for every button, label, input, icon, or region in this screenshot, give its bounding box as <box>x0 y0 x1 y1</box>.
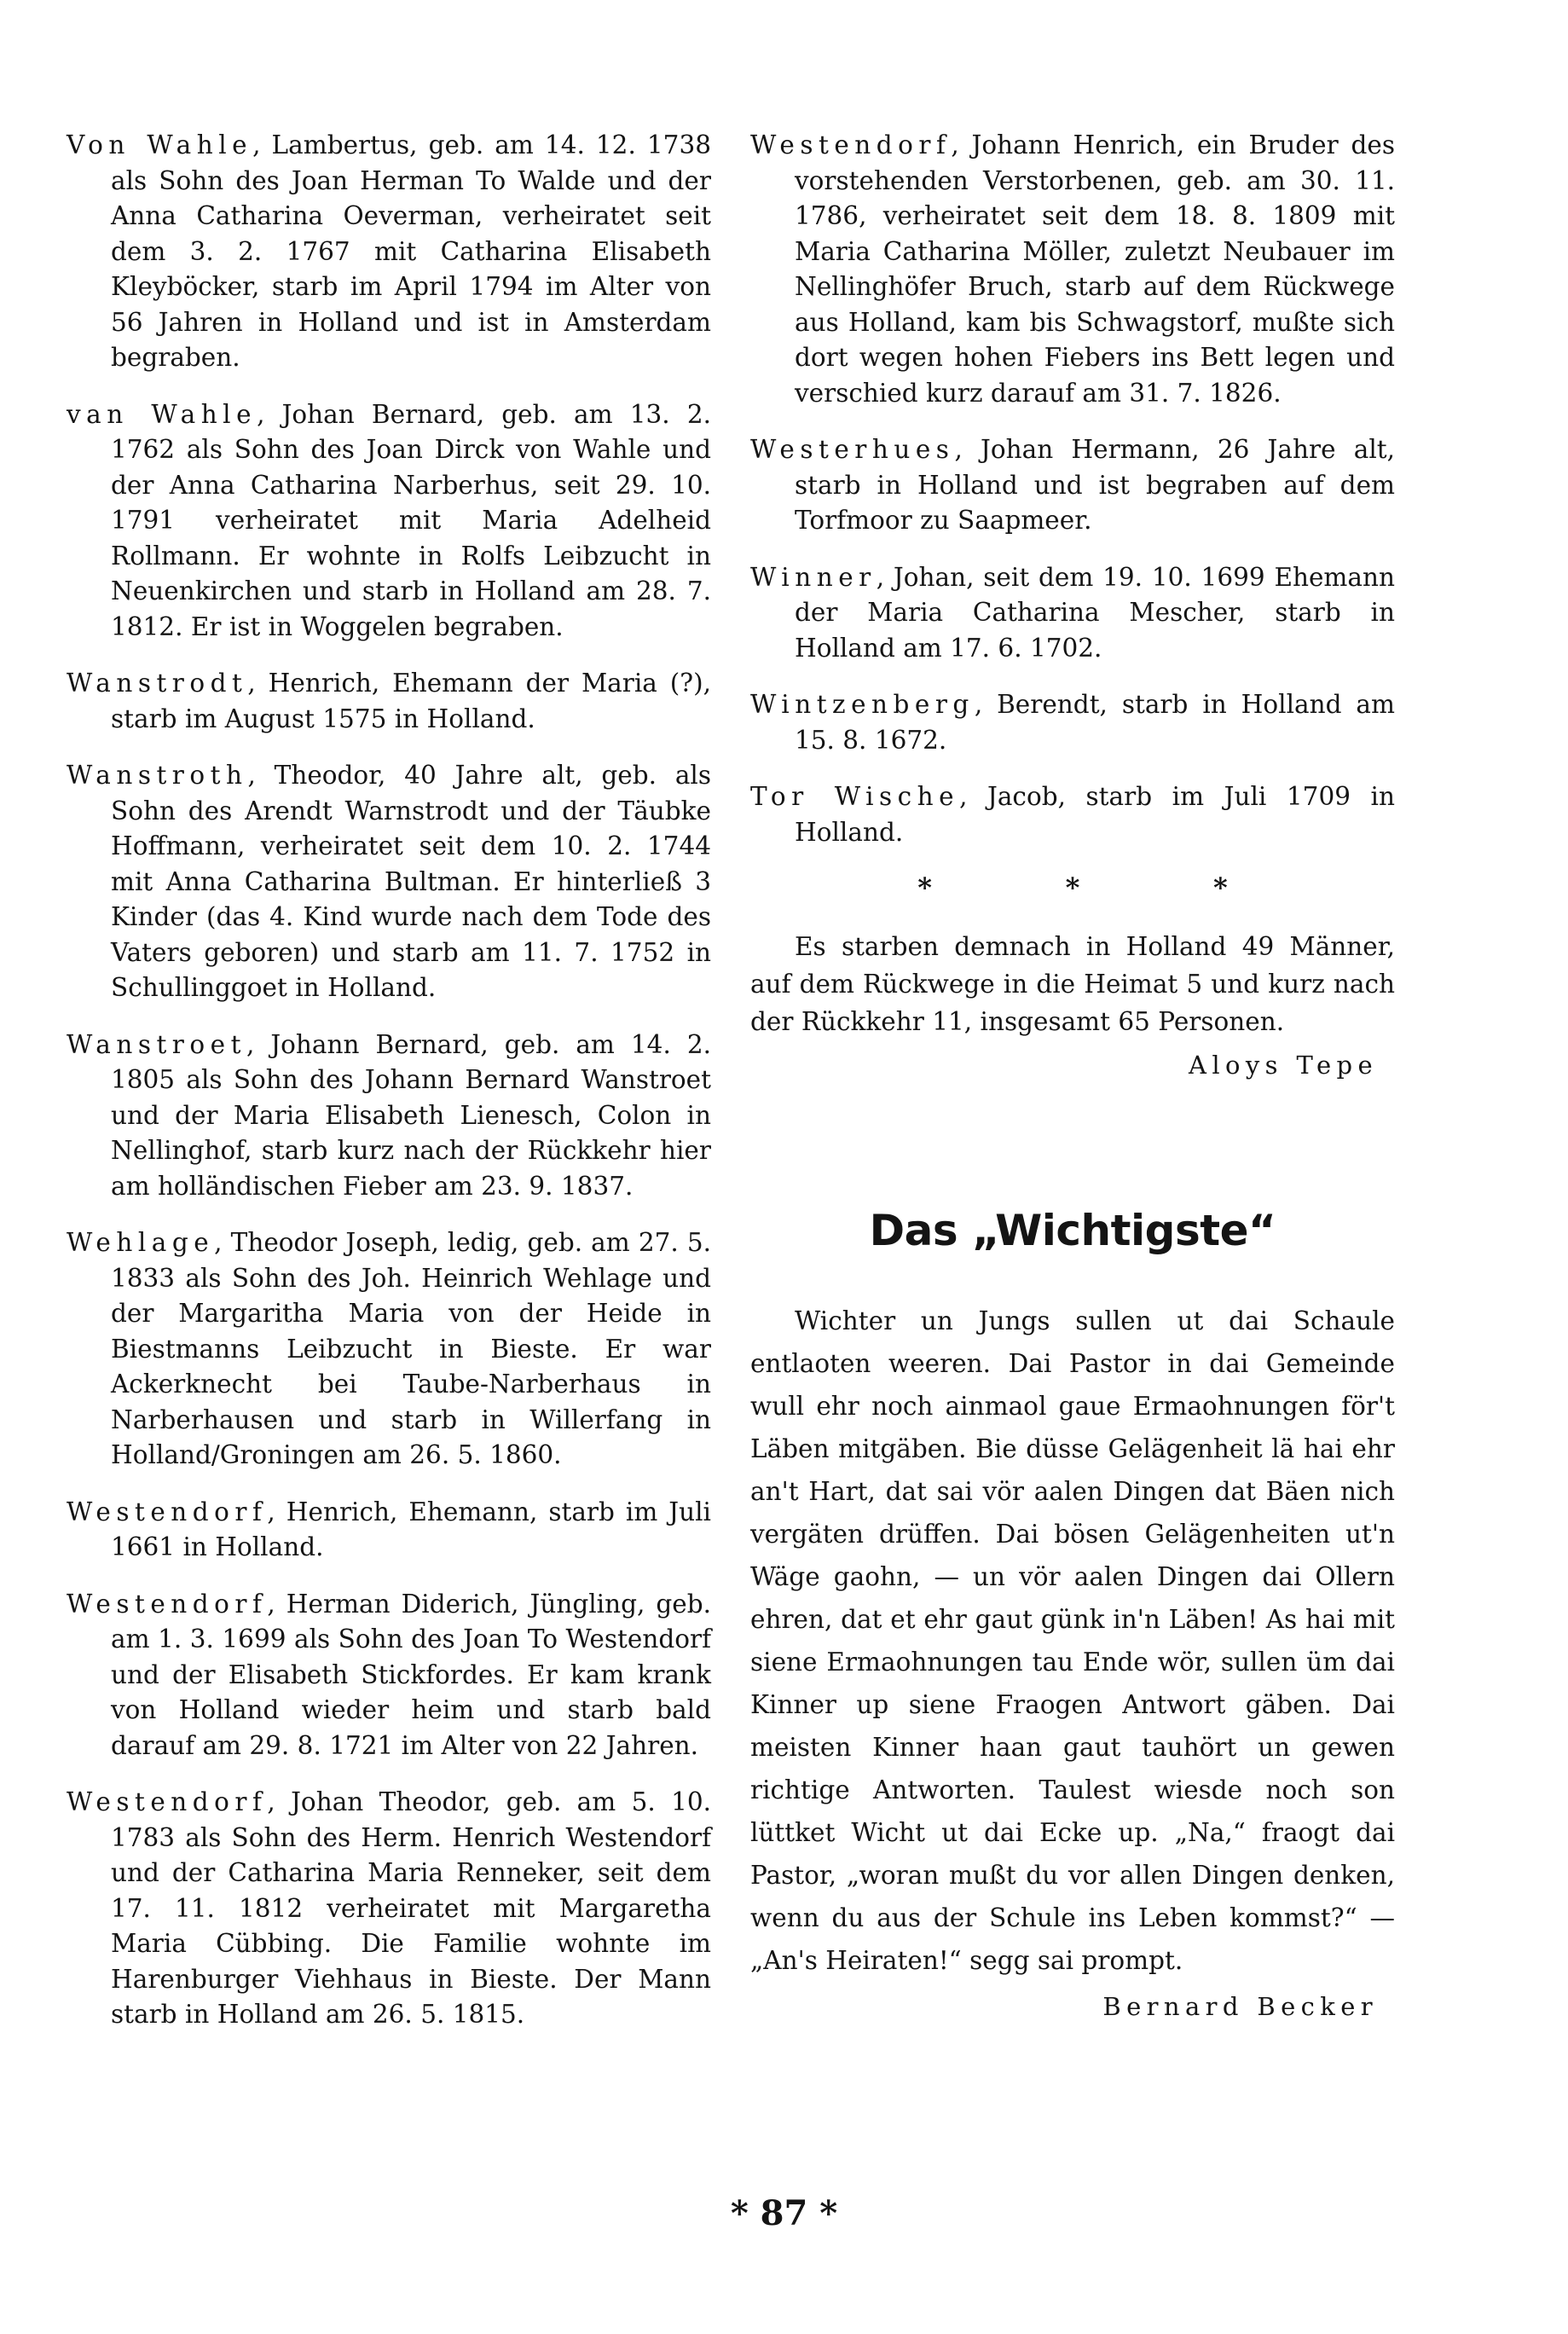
summary-author: Aloys Tepe <box>1189 1051 1378 1080</box>
entry-surname: Wanstroet <box>67 1029 246 1059</box>
register-entry <box>67 1225 711 1474</box>
entry-surname: Westendorf <box>750 130 952 159</box>
register-entry <box>67 397 711 646</box>
entry-surname: Westendorf <box>67 1497 268 1526</box>
entry-text: , Johann Bernard, geb. am 14. 2. 1805 als Sohn des Johann Bernard Wanstroet und der Maria Elisabeth Lienesch, Colon in Nellinghof, starb kurz nach der Rückkehr hier am holländischen Fieber am 23. 9. 1837. <box>111 1029 711 1201</box>
entry-text: , Henrich, Ehemann der Maria (?), starb im August 1575 in Holland. <box>111 669 711 733</box>
register-entry <box>750 779 1395 850</box>
entry-text: , Theodor Joseph, ledig, geb. am 27. 5. 1833 als Sohn des Joh. Heinrich Wehlage und der Margaritha Maria von der Heide in Biestmanns Leibzucht in Bieste. Er war Ackerknecht bei Taube-Narberhaus in Narberhausen und starb in Willerfang in Holland/Groningen am 26. 5. 1860. <box>111 1228 711 1469</box>
story-title: Das „Wichtigste“ <box>869 1206 1276 1255</box>
register-entry <box>67 1587 711 1764</box>
entry-text: , Herman Diderich, Jüngling, geb. am 1. 3. 1699 als Sohn des Joan To Westendorf und der Elisabeth Stickfordes. Er kam krank von Holland wieder heim und starb bald darauf am 29. 8. 1721 im Alter von 22 Jahren. <box>111 1589 711 1760</box>
register-entry <box>750 128 1395 411</box>
register-entry <box>67 1495 711 1566</box>
entry-text: , Henrich, Ehemann, starb im Juli 1661 in Holland. <box>111 1497 711 1561</box>
entry-surname: Von Wahle <box>67 130 253 159</box>
entry-surname: Tor Wische <box>750 782 960 811</box>
entry-surname: Wanstroth <box>67 761 248 790</box>
entry-surname: Winner <box>750 562 877 592</box>
register-entry <box>67 128 711 376</box>
entry-text: , Lambertus, geb. am 14. 12. 1738 als Sohn des Joan Herman To Walde und der Anna Catharina Oeverman, verheiratet seit dem 3. 2. 1767 mit Catharina Elisabeth Kleyböcker, starb im April 1794 im Alter von 56 Jahren in Holland und ist in Amsterdam begraben. <box>111 130 711 372</box>
page-number: * 87 * <box>730 2193 838 2233</box>
entry-text: , Johan Hermann, 26 Jahre alt, starb in Holland und ist begraben auf dem Torfmoor zu Saapmeer. <box>795 435 1395 535</box>
register-entry <box>750 687 1395 758</box>
entry-text: , Theodor, 40 Jahre alt, geb. als Sohn des Arendt Warnstrodt und der Täubke Hoffmann, verheiratet seit dem 10. 2. 1744 mit Anna Catharina Bultman. Er hinterließ 3 Kinder (das 4. Kind wurde nach dem Tode des Vaters geboren) und starb am 11. 7. 1752 in Schullinggoet in Holland. <box>111 761 711 1002</box>
entry-surname: van Wahle <box>67 399 257 429</box>
story-paragraph: Wichter un Jungs sullen ut dai Schaule entlaoten weeren. Dai Pastor in dai Gemeinde wull ehr noch ainmaol gaue Ermaohnungen för't Läben mitgäben. Bie düsse Gelägenheit lä hai ehr an't Hart, dat sai vör aalen Dingen dat Bäen nich vergäten drüffen. Dai bösen Gelägenheiten ut'n Wäge gaohn, — un vör aalen Dingen dai Ollern ehren, dat et ehr gaut günk in'n Läben! As hai mit siene Ermaohnungen tau Ende wör, sullen üm dai Kinner up siene Fraogen Antwort gäben. Dai meisten Kinner haan gaut tauhört un gewen richtige Antworten. Taulest wiesde noch son lüttket Wicht ut dai Ecke up. „Na,“ fraogt dai Pastor, „woran mußt du vor allen Dingen denken, wenn du aus der Schule ins Leben kommst?“ — „An's Heiraten!“ segg sai prompt. <box>750 1306 1395 1975</box>
separator-star: * <box>1065 872 1080 904</box>
register-entry <box>67 1028 711 1205</box>
entry-text: , Johann Henrich, ein Bruder des vorstehenden Verstorbenen, geb. am 30. 11. 1786, verheiratet seit dem 18. 8. 1809 mit Maria Catharina Möller, zuletzt Neubauer im Nellinghöfer Bruch, starb auf dem Rückwege aus Holland, kam bis Schwagstorf, mußte sich dort wegen hohen Fiebers ins Bett legen und verschied kurz darauf am 31. 7. 1826. <box>795 130 1395 408</box>
entry-surname: Wehlage <box>67 1228 215 1257</box>
register-entry <box>67 666 711 737</box>
entry-text: , Johan Bernard, geb. am 13. 2. 1762 als Sohn des Joan Dirck von Wahle und der Anna Catharina Narberhus, seit 29. 10. 1791 verheiratet mit Maria Adelheid Rollmann. Er wohnte in Rolfs Leibzucht in Neuenkirchen und starb in Holland am 28. 7. 1812. Er ist in Woggelen begraben. <box>111 399 711 641</box>
left-column <box>67 128 711 2054</box>
entry-text: , Johan Theodor, geb. am 5. 10. 1783 als Sohn des Herm. Henrich Westendorf und der Catharina Maria Renneker, seit dem 17. 11. 1812 verheiratet mit Margaretha Maria Cübbing. Die Familie wohnte im Harenburger Viehhaus in Bieste. Der Mann starb in Holland am 26. 5. 1815. <box>111 1787 711 2029</box>
entry-surname: Westendorf <box>67 1787 268 1816</box>
story-author: Bernard Becker <box>1102 1992 1378 2021</box>
register-entry <box>67 1785 711 2033</box>
right-column <box>750 128 1395 2021</box>
summary-paragraph: Es starben demnach in Holland 49 Männer, auf dem Rückwege in die Heimat 5 und kurz nach der Rückkehr 11, insgesamt 65 Personen. <box>750 932 1395 1036</box>
entry-surname: Wintzenberg <box>750 690 975 719</box>
register-entry <box>67 758 711 1006</box>
entry-surname: Wanstrodt <box>67 669 248 698</box>
section-separator <box>851 872 1294 904</box>
register-entry <box>750 432 1395 539</box>
separator-star: * <box>917 872 933 904</box>
register-entry <box>750 560 1395 667</box>
separator-star: * <box>1212 872 1228 904</box>
entry-text: , Johan, seit dem 19. 10. 1699 Ehemann der Maria Catharina Mescher, starb in Holland am 17. 6. 1702. <box>795 562 1395 663</box>
entry-text: , Berendt, starb in Holland am 15. 8. 1672. <box>795 690 1395 755</box>
entry-text: , Jacob, starb im Juli 1709 in Holland. <box>795 782 1395 847</box>
entry-surname: Westendorf <box>67 1589 268 1619</box>
entry-surname: Westerhues <box>750 435 955 464</box>
